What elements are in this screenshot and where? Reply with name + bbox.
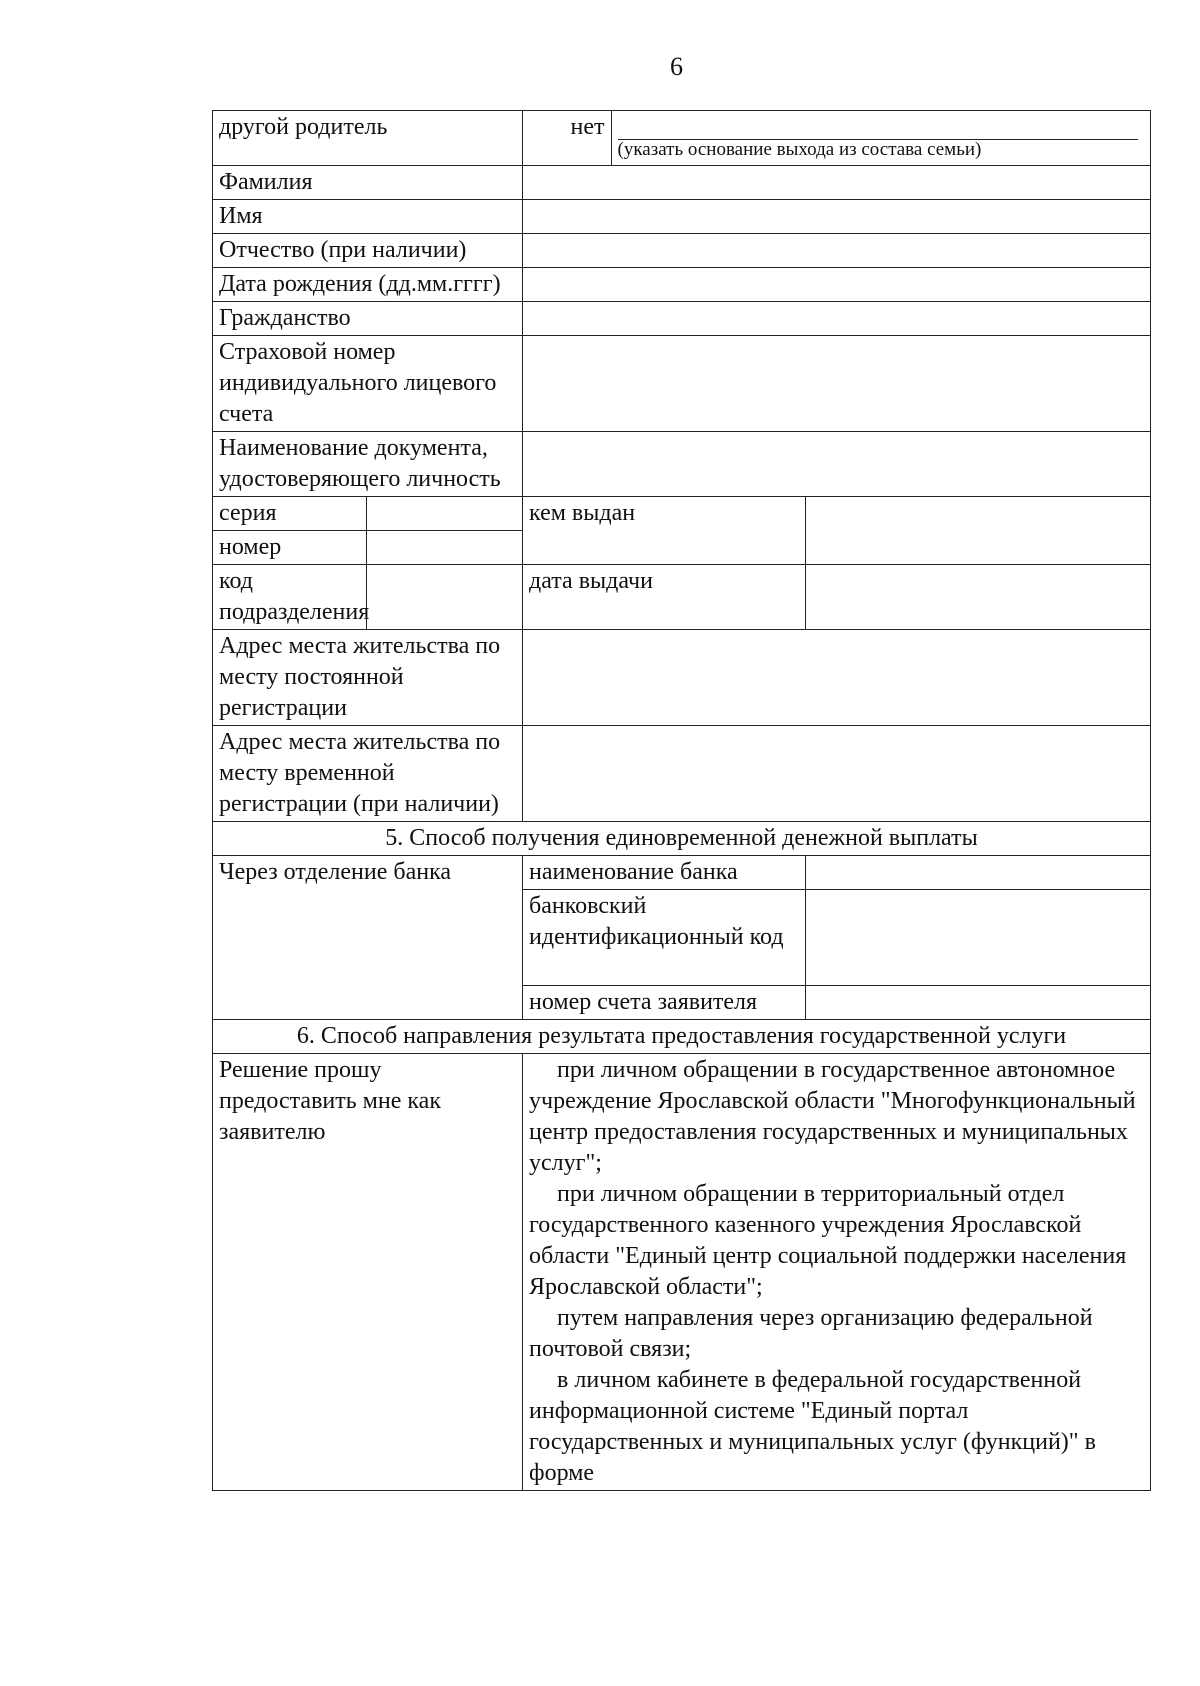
field-label-birthdate: Дата рождения (дд.мм.гггг)	[213, 268, 523, 302]
address-temporary-value[interactable]	[523, 726, 1151, 822]
none-label: нет	[570, 114, 605, 140]
delivery-option-portal[interactable]: в личном кабинете в федеральной государственной информационной системе "Единый портал государственных и муниципальных услуг (функций)" в форме	[529, 1367, 1096, 1486]
address-permanent-value[interactable]	[523, 630, 1151, 726]
none-reason-note: (указать основание выхода из состава семьи)	[617, 139, 982, 160]
bank-name-label: наименование банка	[523, 856, 806, 890]
none-reason-field[interactable]	[618, 125, 1139, 140]
field-label-patronymic: Отчество (при наличии)	[213, 234, 523, 268]
field-label-surname: Фамилия	[213, 166, 523, 200]
field-value-identity-doc[interactable]	[523, 432, 1151, 497]
doc-issue-date-value[interactable]	[806, 565, 1151, 630]
field-value-birthdate[interactable]	[523, 268, 1151, 302]
field-label-citizenship: Гражданство	[213, 302, 523, 336]
account-number-label: номер счета заявителя	[523, 986, 806, 1020]
field-row-citizenship	[213, 302, 1151, 336]
other-parent-label: другой родитель	[213, 111, 523, 166]
doc-number-value[interactable]	[367, 531, 523, 565]
field-row-surname	[213, 166, 1151, 200]
delivery-option-social-center[interactable]: при личном обращении в территориальный отдел государственного казенного учреждения Ярославской области "Единый центр социальной поддержки населения Ярославской области";	[529, 1181, 1127, 1300]
doc-issue-date-label: дата выдачи	[523, 565, 806, 630]
page-number: 6	[670, 52, 683, 81]
payment-section-heading: 5. Способ получения единовременной денежной выплаты	[213, 822, 1151, 856]
delivery-options-row	[213, 1054, 1151, 1491]
field-row-patronymic	[213, 234, 1151, 268]
delivery-request-label: Решение прошу предоставить мне как заявителю	[213, 1054, 523, 1491]
doc-series-label: серия	[213, 497, 367, 531]
other-parent-none-cell	[523, 111, 1151, 166]
delivery-option-mfc[interactable]: при личном обращении в государственное автономное учреждение Ярославской области "Многофункциональный центр предоставления государственных и муниципальных услуг";	[529, 1057, 1136, 1176]
delivery-options-list	[523, 1054, 1151, 1491]
doc-issued-by-value[interactable]	[806, 497, 1151, 565]
bank-name-value[interactable]	[806, 856, 1151, 890]
field-value-surname[interactable]	[523, 166, 1151, 200]
doc-code-label: код подразделения	[213, 565, 367, 630]
payment-bank-name-row	[213, 856, 1151, 890]
bank-bic-value[interactable]	[806, 890, 1151, 986]
doc-code-row	[213, 565, 1151, 630]
delivery-option-post[interactable]: путем направления через организацию федеральной почтовой связи;	[529, 1305, 1093, 1362]
field-value-patronymic[interactable]	[523, 234, 1151, 268]
address-temporary-row	[213, 726, 1151, 822]
application-form-table	[212, 110, 1151, 1491]
doc-series-row	[213, 497, 1151, 531]
account-number-value[interactable]	[806, 986, 1151, 1020]
doc-code-value[interactable]	[367, 565, 523, 630]
field-label-snils: Страховой номер индивидуального лицевого счета	[213, 336, 523, 432]
address-temporary-label: Адрес места жительства по месту временной регистрации (при наличии)	[213, 726, 523, 822]
address-permanent-label: Адрес места жительства по месту постоянной регистрации	[213, 630, 523, 726]
delivery-section-heading: 6. Способ направления результата предоставления государственной услуги	[213, 1020, 1151, 1054]
field-label-identity-doc: Наименование документа, удостоверяющего личность	[213, 432, 523, 497]
doc-series-value[interactable]	[367, 497, 523, 531]
other-parent-row	[213, 111, 1151, 166]
field-value-name[interactable]	[523, 200, 1151, 234]
delivery-heading-row	[213, 1020, 1151, 1054]
field-row-identity-doc	[213, 432, 1151, 497]
field-value-citizenship[interactable]	[523, 302, 1151, 336]
bank-bic-label: банковский идентификационный код	[523, 890, 806, 986]
field-row-birthdate	[213, 268, 1151, 302]
field-row-snils	[213, 336, 1151, 432]
payment-method-label: Через отделение банка	[213, 856, 523, 1020]
doc-number-label: номер	[213, 531, 367, 565]
field-value-snils[interactable]	[523, 336, 1151, 432]
doc-issued-by-label: кем выдан	[523, 497, 806, 565]
address-permanent-row	[213, 630, 1151, 726]
field-row-name	[213, 200, 1151, 234]
field-label-name: Имя	[213, 200, 523, 234]
payment-heading-row	[213, 822, 1151, 856]
